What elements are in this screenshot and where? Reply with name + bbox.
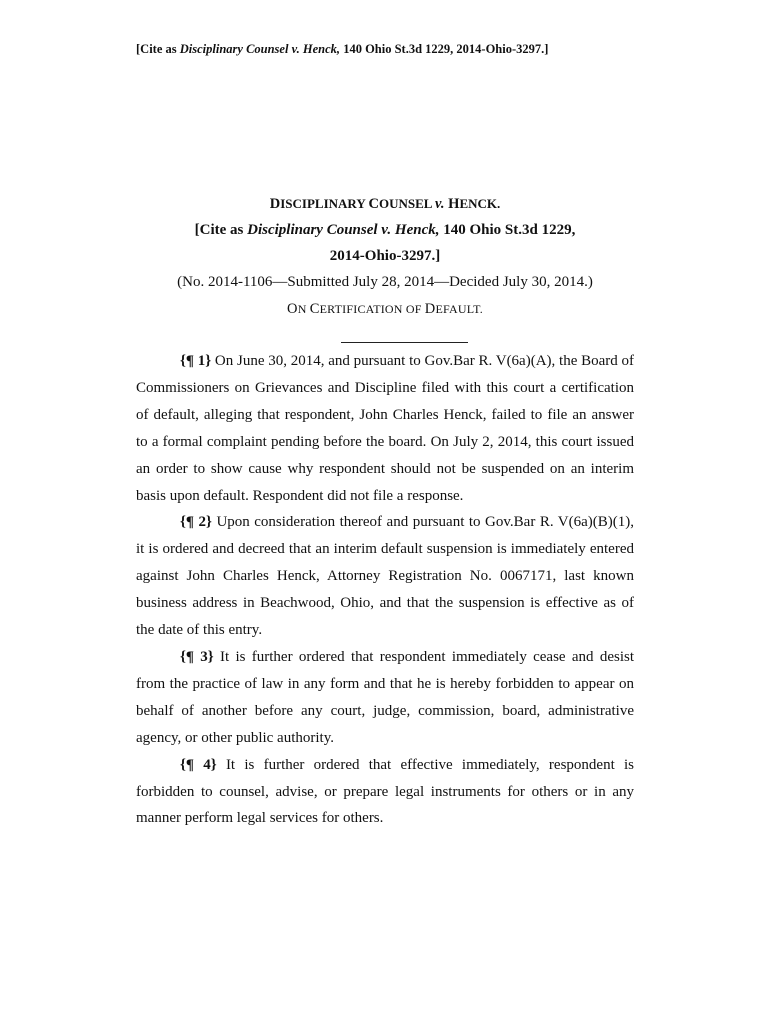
- running-head-citation: [136, 42, 548, 57]
- paragraph-text: Upon consideration thereof and pursuant to Gov.Bar R. V(6a)(B)(1), it is ordered and decreed that an interim default suspension is immediately entered against John Charles Henck, Attorney Registration No. 0067171, last known business address in Beachwood, Ohio, and that the suspension is effective as of the date of this entry.: [136, 514, 635, 639]
- paragraph-4: [136, 752, 634, 833]
- docket-line: (No. 2014-1106—Submitted July 28, 2014—Decided July 30, 2014.): [177, 274, 593, 290]
- citation-line-1: [136, 222, 634, 239]
- paragraph-number: {¶ 4}: [180, 756, 217, 773]
- cert-initial-2: C: [309, 301, 320, 317]
- certification-heading: [136, 301, 634, 318]
- paragraph-number: {¶ 1}: [180, 353, 212, 369]
- case-title-versus: v.: [435, 196, 445, 212]
- case-title-word-1: ISCIPLINARY: [280, 196, 369, 211]
- case-title-word-3: ENCK.: [459, 196, 501, 211]
- paragraph-2: [136, 509, 634, 644]
- running-head-case-name: Disciplinary Counsel v. Henck,: [179, 42, 341, 56]
- running-head-prefix: [Cite as: [136, 42, 180, 56]
- paragraph-number: {¶ 3}: [180, 648, 214, 665]
- cert-word-2: ERTIFICATION OF: [319, 302, 425, 316]
- opinion-body: [136, 348, 634, 832]
- running-head-suffix: 140 Ohio St.3d 1229, 2014-Ohio-3297.]: [340, 42, 549, 56]
- citation-reporter: 140 Ohio St.3d 1229,: [439, 222, 576, 238]
- citation-case-name: Disciplinary Counsel v. Henck,: [247, 222, 440, 238]
- paragraph-1: [136, 348, 634, 509]
- paragraph-text: On June 30, 2014, and pursuant to Gov.Bar R. V(6a)(A), the Board of Commissioners on Grievances and Discipline filed with this court a certification of default, alleging that respondent, John Charles Henck, failed to file an answer to a formal complaint pending before the board. On July 2, 2014, this court issued an order to show cause why respondent should not be suspended on an interim basis upon default. Respondent did not file a response.: [136, 353, 635, 504]
- citation-line-2: 2014-Ohio-3297.]: [329, 248, 441, 264]
- separator-rule: [341, 342, 468, 343]
- paragraph-text: It is further ordered that respondent immediately cease and desist from the practice of law in any form and that he is hereby forbidden to appear on behalf of another before any court, judge, commission, board, administrative agency, or other public authority.: [136, 648, 634, 746]
- paragraph-3: [136, 644, 634, 752]
- paragraph-text: It is further ordered that effective immediately, respondent is forbidden to counsel, advise, or prepare legal instruments for others or in any manner perform legal services for others.: [136, 756, 635, 827]
- case-title: [136, 196, 634, 213]
- case-title-initial-3: H: [444, 196, 460, 212]
- cert-word-1: N: [297, 302, 310, 316]
- cert-word-3: EFAULT.: [435, 302, 483, 316]
- case-title-initial-2: C: [368, 196, 379, 212]
- cert-initial-1: O: [287, 301, 298, 317]
- case-title-initial-1: D: [269, 196, 281, 212]
- cert-initial-3: D: [424, 301, 436, 317]
- paragraph-number: {¶ 2}: [180, 514, 212, 531]
- case-title-word-2: OUNSEL: [379, 196, 435, 211]
- citation-prefix: [Cite as: [194, 222, 248, 238]
